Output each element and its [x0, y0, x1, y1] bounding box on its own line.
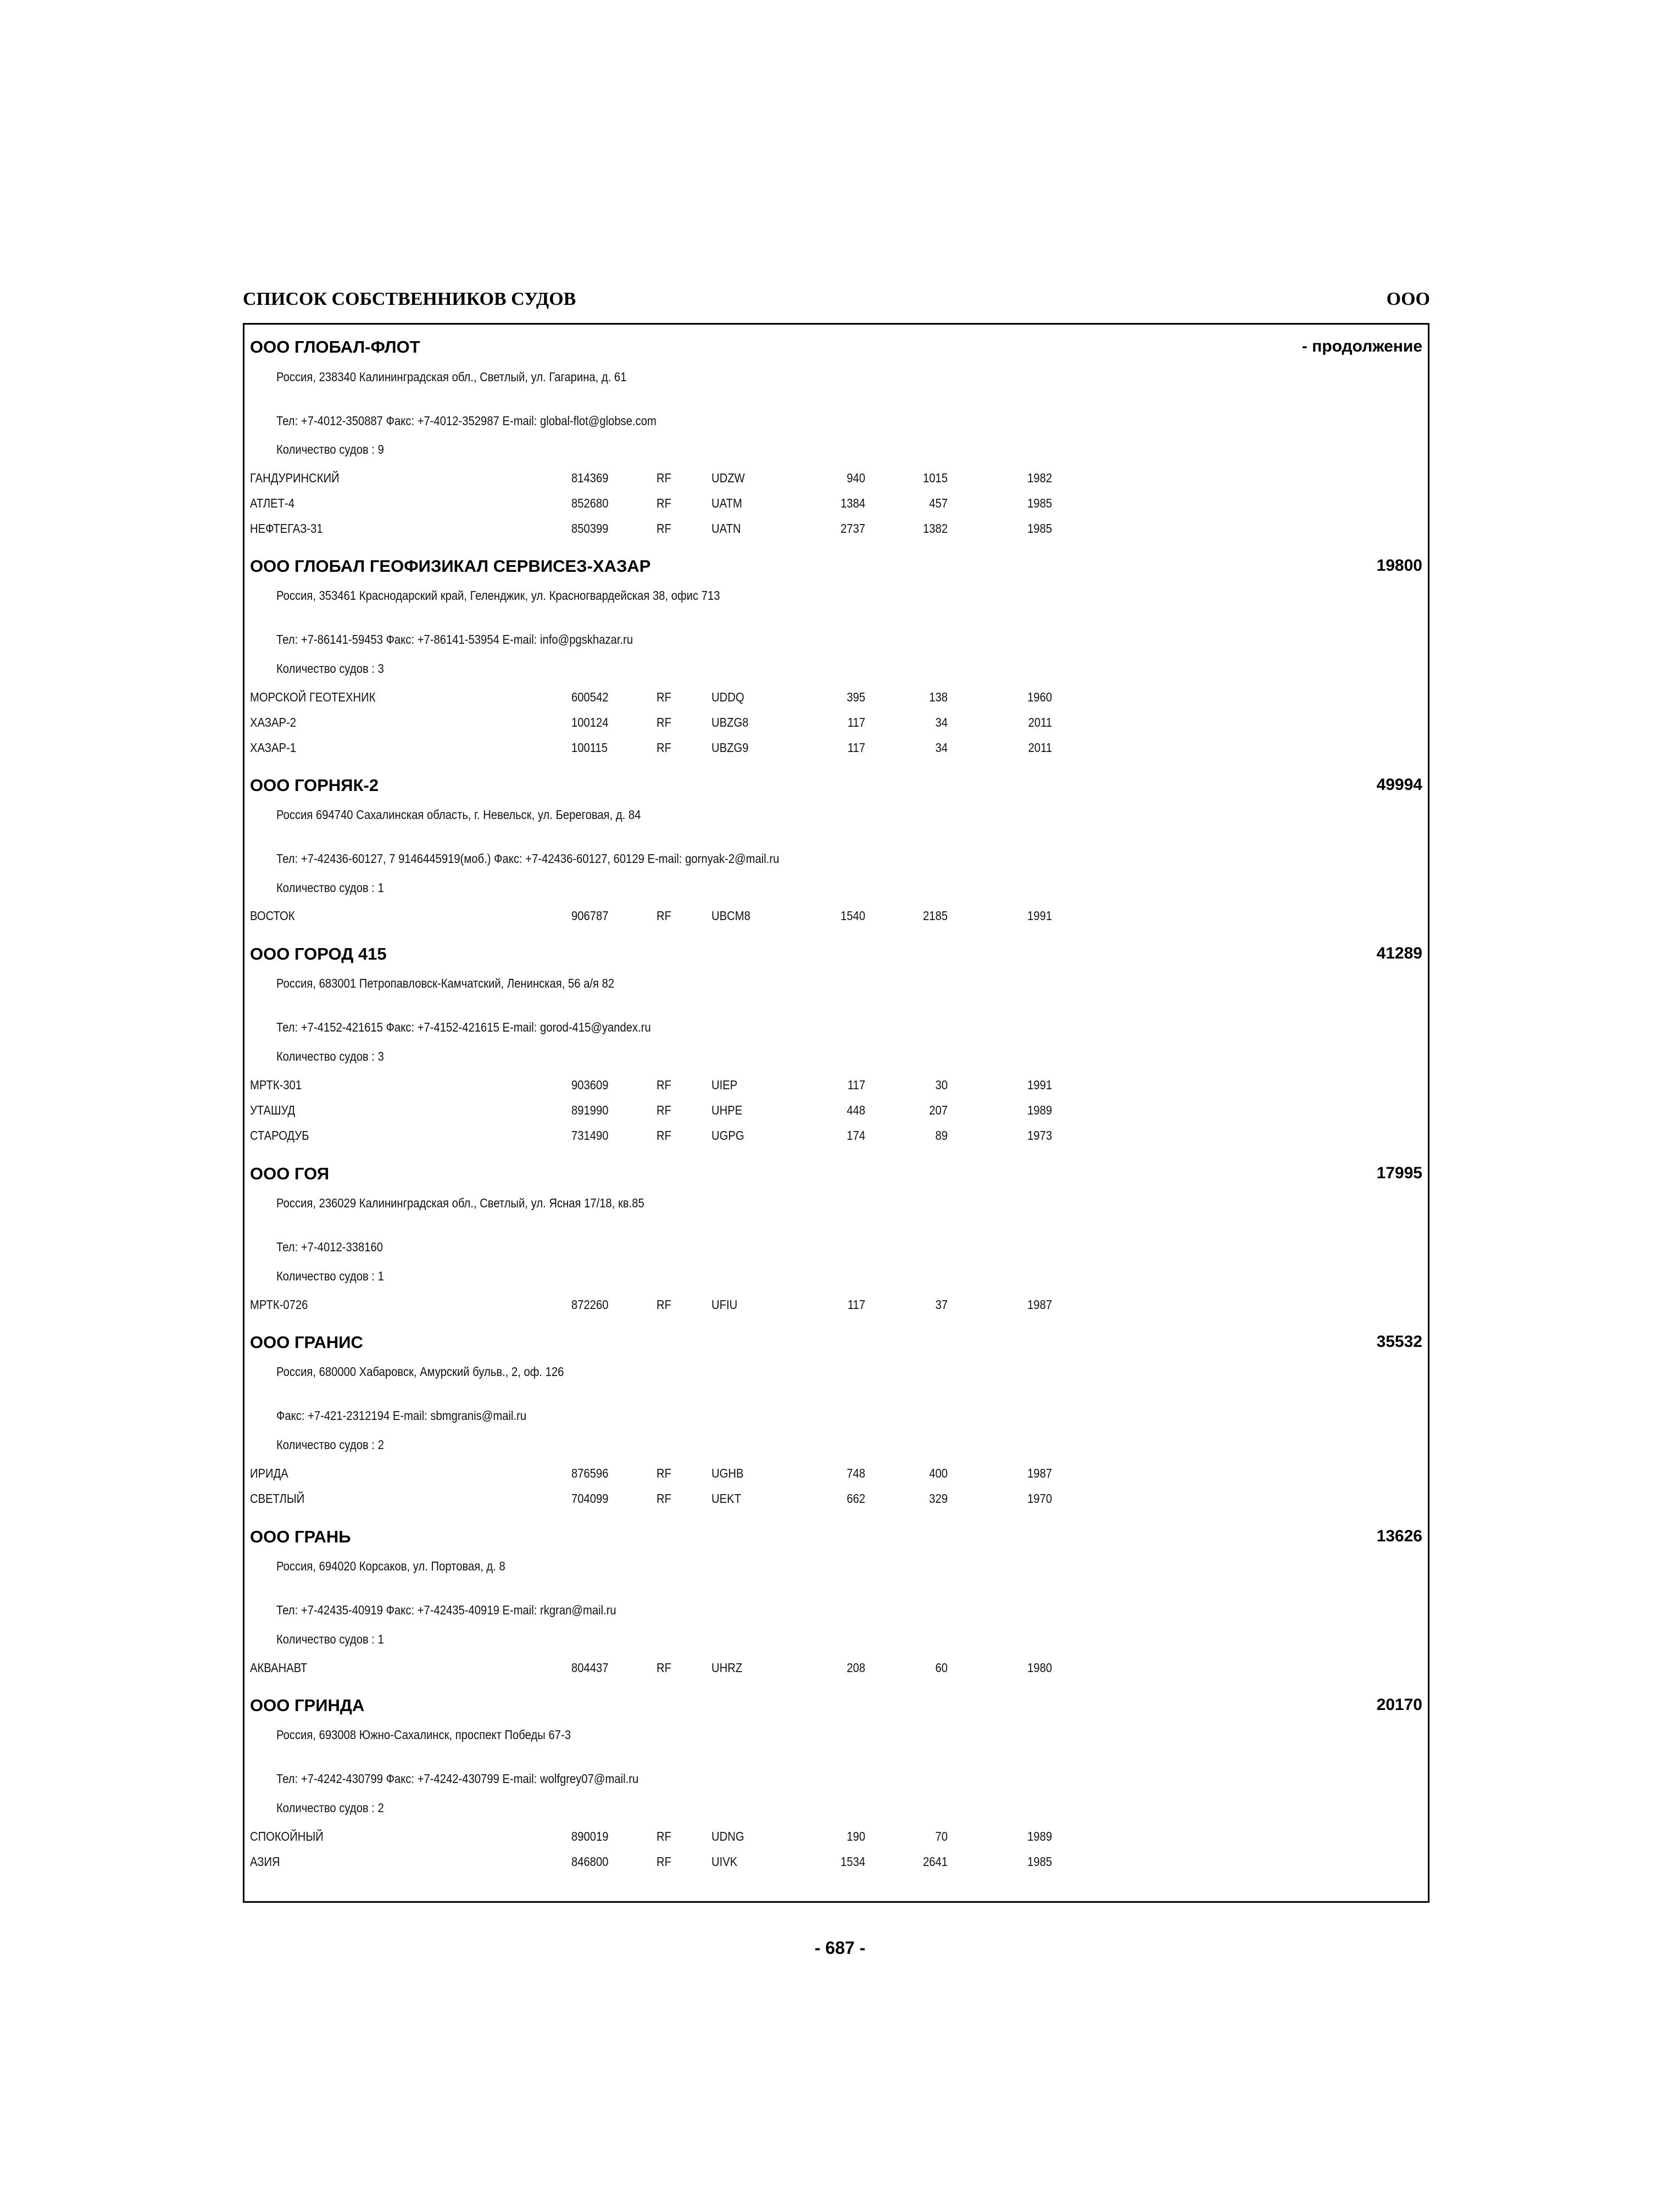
ship-name: ХАЗАР-1	[250, 740, 296, 755]
company-contacts: Факс: +7-421-2312194 E-mail: sbmgranis@mail.ru	[276, 1408, 527, 1423]
ship-row	[250, 1128, 1129, 1145]
ship-count: Количество судов : 2	[276, 1438, 384, 1452]
ship-name: УТАШУД	[250, 1103, 296, 1117]
ship-count: Количество судов : 1	[276, 1269, 384, 1283]
ship-year: 1985	[1027, 496, 1052, 510]
ship-gross-tonnage: 190	[847, 1829, 865, 1843]
ship-callsign: UDNG	[711, 1829, 744, 1843]
company-name: ООО ГОРНЯК-2	[250, 776, 379, 795]
ship-year: 1970	[1027, 1491, 1052, 1506]
company-contacts: Тел: +7-4152-421615 Факс: +7-4152-421615 E-mail: gorod-415@yandex.ru	[276, 1020, 651, 1034]
ship-deadweight: 34	[935, 715, 948, 729]
ship-year: 1985	[1027, 1854, 1052, 1869]
company-address: Россия, 236029 Калининградская обл., Светлый, ул. Ясная 17/18, кв.85	[276, 1196, 644, 1210]
company-header	[250, 556, 1422, 578]
ship-number: 731490	[571, 1128, 609, 1143]
company-header	[250, 1696, 1422, 1718]
ship-deadweight: 138	[929, 690, 948, 704]
company-name: ООО ГЛОБАЛ-ФЛОТ	[250, 337, 420, 356]
company-address: Россия, 680000 Хабаровск, Амурский бульв., 2, оф. 126	[276, 1364, 564, 1379]
ship-number: 891990	[571, 1103, 609, 1117]
ship-flag: RF	[657, 690, 671, 704]
ship-year: 2011	[1028, 740, 1052, 755]
ship-number: 852680	[571, 496, 609, 510]
ship-name: ВОСТОК	[250, 909, 295, 923]
ship-gross-tonnage: 117	[847, 740, 865, 755]
ship-number: 872260	[571, 1297, 609, 1312]
ship-year: 1989	[1027, 1829, 1052, 1843]
ship-gross-tonnage: 448	[847, 1103, 865, 1117]
ship-deadweight: 30	[935, 1078, 948, 1092]
ship-gross-tonnage: 940	[847, 471, 865, 485]
ship-count: Количество судов : 1	[276, 1632, 384, 1646]
ship-name: СТАРОДУБ	[250, 1128, 309, 1143]
company-contacts: Тел: +7-42436-60127, 7 9146445919(моб.) Факс: +7-42436-60127, 60129 E-mail: gornyak-2@mail.ru	[276, 851, 780, 866]
ship-row	[250, 909, 1129, 925]
ship-name: МОРСКОЙ ГЕОТЕХНИК	[250, 690, 376, 704]
ship-deadweight: 1015	[922, 471, 948, 485]
ship-number: 600542	[571, 690, 609, 704]
company-address: Россия, 238340 Калининградская обл., Светлый, ул. Гагарина, д. 61	[276, 370, 627, 384]
ship-flag: RF	[657, 909, 671, 923]
company-header	[250, 944, 1422, 966]
ship-number: 890019	[571, 1829, 609, 1843]
ship-callsign: UBCM8	[711, 909, 750, 923]
ship-count: Количество судов : 2	[276, 1801, 384, 1815]
company-code: 20170	[1376, 1696, 1422, 1714]
page-header-code: ООО	[1386, 289, 1430, 309]
company-name: ООО ГРАНИС	[250, 1333, 363, 1352]
ship-name: АТЛЕТ-4	[250, 496, 294, 510]
ship-name: СВЕТЛЫЙ	[250, 1491, 305, 1506]
ship-number: 804437	[571, 1661, 609, 1675]
ship-callsign: UBZG8	[711, 715, 749, 729]
ship-row	[250, 1491, 1129, 1508]
ship-callsign: UGPG	[711, 1128, 744, 1143]
company-header	[250, 776, 1422, 798]
ship-row	[250, 521, 1129, 538]
ship-name: АЗИЯ	[250, 1854, 280, 1869]
company-name: ООО ГОРОД 415	[250, 944, 387, 963]
ship-name: МРТК-301	[250, 1078, 302, 1092]
ship-number: 814369	[571, 471, 609, 485]
ship-callsign: UFIU	[711, 1297, 738, 1312]
ship-year: 1973	[1027, 1128, 1052, 1143]
ship-deadweight: 329	[929, 1491, 948, 1506]
ship-row	[250, 1854, 1129, 1871]
company-address: Россия, 683001 Петропавловск-Камчатский, Ленинская, 56 а/я 82	[276, 976, 615, 990]
company-code: - продолжение	[1301, 337, 1422, 355]
ship-gross-tonnage: 395	[847, 690, 865, 704]
company-header	[250, 1164, 1422, 1186]
ship-callsign: UHRZ	[711, 1661, 743, 1675]
ship-deadweight: 400	[929, 1466, 948, 1480]
company-code: 19800	[1376, 556, 1422, 575]
company-code: 49994	[1376, 776, 1422, 794]
page-number: - 687 -	[814, 1938, 866, 1958]
page-header-title: СПИСОК СОБСТВЕННИКОВ СУДОВ	[243, 289, 576, 309]
ship-deadweight: 2185	[922, 909, 948, 923]
ship-callsign: UHPE	[711, 1103, 743, 1117]
ship-callsign: UATM	[711, 496, 742, 510]
ship-gross-tonnage: 208	[847, 1661, 865, 1675]
ship-year: 1991	[1027, 1078, 1052, 1092]
ship-deadweight: 1382	[922, 521, 948, 536]
ship-name: ИРИДА	[250, 1466, 288, 1480]
ship-row	[250, 1661, 1129, 1677]
company-header	[250, 1333, 1422, 1355]
ship-flag: RF	[657, 1829, 671, 1843]
ship-count: Количество судов : 9	[276, 442, 384, 456]
company-contacts: Тел: +7-4012-350887 Факс: +7-4012-352987 E-mail: global-flot@globse.com	[276, 414, 657, 428]
ship-callsign: UDDQ	[711, 690, 744, 704]
ship-row	[250, 740, 1129, 757]
ship-year: 1985	[1027, 521, 1052, 536]
ship-year: 1987	[1027, 1297, 1052, 1312]
company-code: 13626	[1376, 1527, 1422, 1545]
ship-row	[250, 1466, 1129, 1483]
ship-year: 1987	[1027, 1466, 1052, 1480]
ship-name: СПОКОЙНЫЙ	[250, 1829, 324, 1843]
ship-year: 2011	[1028, 715, 1052, 729]
ship-gross-tonnage: 117	[847, 1297, 865, 1312]
ship-gross-tonnage: 662	[847, 1491, 865, 1506]
ship-deadweight: 70	[935, 1829, 948, 1843]
ship-name: АКВАНАВТ	[250, 1661, 308, 1675]
ship-year: 1960	[1027, 690, 1052, 704]
ship-flag: RF	[657, 496, 671, 510]
company-name: ООО ГЛОБАЛ ГЕОФИЗИКАЛ СЕРВИСЕЗ-ХАЗАР	[250, 556, 651, 576]
ship-name: НЕФТЕГАЗ-31	[250, 521, 323, 536]
company-address: Россия, 694020 Корсаков, ул. Портовая, д. 8	[276, 1559, 505, 1573]
ship-year: 1982	[1027, 471, 1052, 485]
ship-callsign: UDZW	[711, 471, 745, 485]
ship-name: ХАЗАР-2	[250, 715, 296, 729]
ship-gross-tonnage: 1384	[840, 496, 865, 510]
ship-number: 846800	[571, 1854, 609, 1869]
company-code: 17995	[1376, 1164, 1422, 1182]
ship-year: 1991	[1027, 909, 1052, 923]
ship-flag: RF	[657, 1466, 671, 1480]
company-code: 41289	[1376, 944, 1422, 962]
ship-flag: RF	[657, 1297, 671, 1312]
ship-deadweight: 2641	[922, 1854, 948, 1869]
ship-callsign: UIEP	[711, 1078, 738, 1092]
ship-flag: RF	[657, 521, 671, 536]
ship-count: Количество судов : 3	[276, 1049, 384, 1063]
ship-callsign: UIVK	[711, 1854, 738, 1869]
ship-flag: RF	[657, 1854, 671, 1869]
ship-gross-tonnage: 1534	[840, 1854, 865, 1869]
company-address: Россия 694740 Сахалинская область, г. Невельск, ул. Береговая, д. 84	[276, 807, 641, 822]
company-header	[250, 337, 1422, 359]
ship-number: 100115	[571, 740, 608, 755]
company-code: 35532	[1376, 1333, 1422, 1351]
company-name: ООО ГОЯ	[250, 1164, 330, 1183]
ship-callsign: UEKT	[711, 1491, 741, 1506]
ship-gross-tonnage: 1540	[840, 909, 865, 923]
ship-number: 850399	[571, 521, 609, 536]
ship-gross-tonnage: 174	[847, 1128, 865, 1143]
ship-gross-tonnage: 748	[847, 1466, 865, 1480]
ship-gross-tonnage: 117	[847, 1078, 865, 1092]
ship-gross-tonnage: 2737	[840, 521, 865, 536]
company-address: Россия, 693008 Южно-Сахалинск, проспект Победы 67-3	[276, 1728, 571, 1742]
ship-deadweight: 37	[935, 1297, 948, 1312]
ship-flag: RF	[657, 1078, 671, 1092]
ship-number: 903609	[571, 1078, 609, 1092]
ship-flag: RF	[657, 1128, 671, 1143]
ship-year: 1980	[1027, 1661, 1052, 1675]
ship-row	[250, 1078, 1129, 1094]
ship-gross-tonnage: 117	[847, 715, 865, 729]
ship-row	[250, 496, 1129, 512]
ship-row	[250, 715, 1129, 732]
ship-flag: RF	[657, 471, 671, 485]
ship-deadweight: 60	[935, 1661, 948, 1675]
company-contacts: Тел: +7-4012-338160	[276, 1240, 383, 1254]
ship-number: 704099	[571, 1491, 609, 1506]
ship-deadweight: 34	[935, 740, 948, 755]
company-header	[250, 1527, 1422, 1549]
ship-deadweight: 207	[929, 1103, 948, 1117]
ship-count: Количество судов : 1	[276, 881, 384, 895]
ship-number: 876596	[571, 1466, 609, 1480]
company-address: Россия, 353461 Краснодарский край, Геленджик, ул. Красногвардейская 38, офис 713	[276, 588, 720, 603]
ship-flag: RF	[657, 740, 671, 755]
company-contacts: Тел: +7-86141-59453 Факс: +7-86141-53954 E-mail: info@pgskhazar.ru	[276, 632, 633, 647]
company-contacts: Тел: +7-4242-430799 Факс: +7-4242-430799 E-mail: wolfgrey07@mail.ru	[276, 1772, 639, 1786]
company-name: ООО ГРИНДА	[250, 1696, 365, 1715]
ship-deadweight: 457	[929, 496, 948, 510]
company-name: ООО ГРАНЬ	[250, 1527, 351, 1546]
ship-row	[250, 1297, 1129, 1314]
ship-number: 100124	[571, 715, 609, 729]
ship-name: ГАНДУРИНСКИЙ	[250, 471, 340, 485]
ship-row	[250, 1829, 1129, 1846]
ship-row	[250, 690, 1129, 706]
ship-count: Количество судов : 3	[276, 661, 384, 676]
ship-flag: RF	[657, 1103, 671, 1117]
ship-callsign: UATN	[711, 521, 741, 536]
ship-row	[250, 471, 1129, 487]
ship-row	[250, 1103, 1129, 1119]
ship-deadweight: 89	[935, 1128, 948, 1143]
ship-callsign: UBZG9	[711, 740, 749, 755]
ship-callsign: UGHB	[711, 1466, 744, 1480]
ship-flag: RF	[657, 715, 671, 729]
ship-flag: RF	[657, 1661, 671, 1675]
ship-name: МРТК-0726	[250, 1297, 308, 1312]
company-contacts: Тел: +7-42435-40919 Факс: +7-42435-40919 E-mail: rkgran@mail.ru	[276, 1603, 616, 1617]
ship-year: 1989	[1027, 1103, 1052, 1117]
ship-number: 906787	[571, 909, 609, 923]
ship-flag: RF	[657, 1491, 671, 1506]
